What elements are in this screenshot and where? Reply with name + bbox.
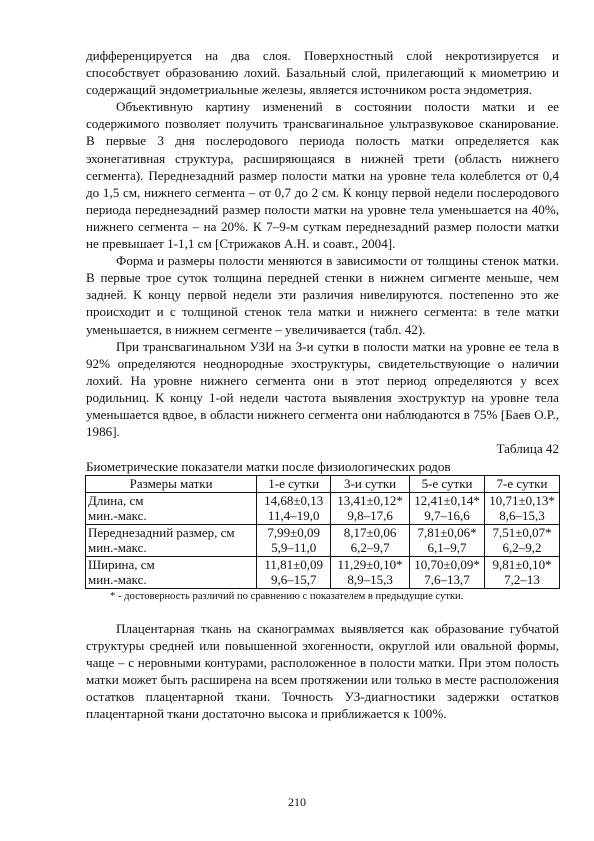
cell-range: 5,9–11,0: [271, 540, 317, 556]
table-footnote: * - достоверность различий по сравнению с показателем в предыдущие сутки.: [110, 590, 464, 602]
cell-mean: 7,81±0,06*: [417, 524, 477, 540]
table-cell: [485, 556, 560, 588]
cell-mean: 10,71±0,13*: [489, 492, 555, 508]
table-number: Таблица 42: [496, 441, 559, 457]
cell-range: 9,6–15,7: [270, 572, 317, 588]
page-number: 210: [288, 795, 306, 809]
table-cell: [410, 492, 485, 524]
table-row: [86, 556, 560, 588]
column-header: Размеры матки: [86, 476, 257, 493]
row-label-main: Ширина, см: [88, 556, 155, 572]
column-header: 5-е сутки: [410, 476, 485, 493]
cell-range: 7,6–13,7: [424, 572, 470, 588]
table-header-row: [86, 476, 560, 493]
table-cell: [410, 524, 485, 556]
table-cell: [331, 492, 410, 524]
cell-mean: 11,81±0,09: [264, 556, 324, 572]
paragraph-ultrasound-intro: Объективную картину изменений в состоянии полости матки и ее содержимого позволяет получить трансвагинальное ультразвуковое сканирование. В первые 3 дня послеродового периода полость матки определяется как эхонегативная структура, расширяющаяся в нижней трети (область нижнего сегмента). Переднезадний размер полости матки на уровне тела колеблется от 0,4 до 1,5 см, нижнего сегмента – от 0,7 до 2 см. К концу первой недели послеродового периода переднезадний размер полости матки на уровне тела уменьшается на 40%, нижнего сегмента – на 20%. К 7–9-м суткам переднезадний размер полости матки не превышает 1-1,1 см [Стрижаков А.Н. и соавт., 2004].: [86, 99, 559, 252]
page-body: [86, 47, 559, 722]
column-header: 3-и сутки: [331, 476, 410, 493]
table-cell: [257, 524, 331, 556]
cell-range: 9,8–17,6: [347, 508, 393, 524]
column-header: 7-е сутки: [485, 476, 560, 493]
cell-mean: 8,17±0,06: [343, 524, 397, 540]
cell-range: 6,1–9,7: [427, 540, 467, 556]
cell-mean: 7,51±0,07*: [492, 524, 552, 540]
table-cell: [485, 524, 560, 556]
paragraph-continuation: дифференцируется на два слоя. Поверхностный слой некротизируется и способствует образованию лохий. Базальный слой, прилегающий к миометрию и содержащий эндометриальные железы, является источником роста эндометрия.: [86, 48, 559, 98]
paragraph-placental-tissue: Плацентарная ткань на сканограммах выявляется как образование губчатой структуры средней или повышенной эхогенности, округлой или овальной формы, чаще – с неровными контурами, расположенное в полости матки. При этом полость матки может быть расширена на всем протяжении или только в месте расположения остатков плацентарной ткани. Точность УЗ-диагностики задержки остатков плацентарной ткани достаточно высока и приближается к 100%.: [86, 620, 559, 722]
column-header: 1-е сутки: [257, 476, 331, 493]
row-label-range: мин.-макс.: [88, 540, 147, 556]
paragraph-echostructures: При трансвагинальном УЗИ на 3-и сутки в полости матки на уровне ее тела в 92% определяются неоднородные эхоструктуры, свидетельствующие о наличии лохий. На уровне нижнего сегмента они в этот период определяются у всех родильниц. К концу 1-ой недели частота выявления эхоструктур на уровне тела уменьшается вдвое, в области нижнего сегмента они наблюдаются в 75% [Баев О.Р., 1986].: [86, 338, 559, 440]
row-label: [86, 492, 257, 524]
table-row: [86, 492, 560, 524]
cell-mean: 12,41±0,14*: [414, 492, 480, 508]
row-label: [86, 524, 257, 556]
cell-range: 8,9–15,3: [347, 572, 393, 588]
cell-mean: 7,99±0,09: [267, 524, 320, 540]
row-label-main: Переднезадний размер, см: [88, 524, 235, 540]
table-title: Биометрические показатели матки после физиологических родов: [86, 459, 451, 475]
cell-mean: 11,29±0,10*: [337, 556, 403, 572]
cell-mean: 9,81±0,10*: [492, 556, 552, 572]
cell-range: 8,6–15,3: [499, 508, 545, 524]
cell-range: 6,2–9,2: [502, 540, 542, 556]
table-row: [86, 524, 560, 556]
cell-range: 11,4–19,0: [267, 508, 320, 524]
paragraph-wall-thickness: Форма и размеры полости меняются в зависимости от толщины стенок матки. В первые трое суток толщина передней стенки в нижнем сигменте меньше, чем задней. К концу первой недели эти различия нивелируются. постепенно это же происходит и с толщиной стенок тела матки и нижнего сегмента: в теле матки уменьшается, в нижнем сегменте – увеличивается (табл. 42).: [86, 253, 559, 337]
table-cell: [485, 492, 560, 524]
table-cell: [257, 556, 331, 588]
cell-range: 6,2–9,7: [350, 540, 390, 556]
cell-range: 7,2–13: [504, 572, 540, 588]
row-label-main: Длина, см: [88, 492, 144, 508]
table-cell: [410, 556, 485, 588]
biometric-table: [85, 475, 560, 589]
row-label: [86, 556, 257, 588]
row-label-range: мин.-макс.: [88, 508, 147, 524]
table-cell: [331, 524, 410, 556]
cell-mean: 13,41±0,12*: [337, 492, 403, 508]
section-gap: [86, 603, 559, 620]
cell-mean: 14,68±0,13: [264, 492, 324, 508]
table-cell: [331, 556, 410, 588]
row-label-range: мин.-макс.: [88, 572, 147, 588]
cell-mean: 10,70±0,09*: [414, 556, 480, 572]
table-cell: [257, 492, 331, 524]
cell-range: 9,7–16,6: [424, 508, 470, 524]
